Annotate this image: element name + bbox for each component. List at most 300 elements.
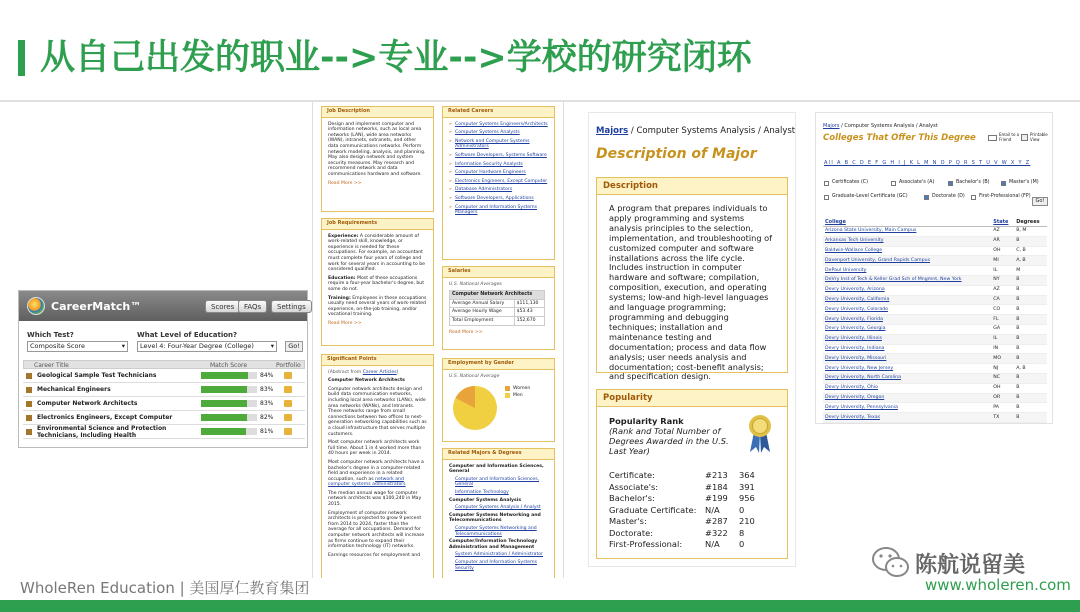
major-group-title: Computer Systems Analysis — [449, 497, 522, 503]
college-row — [823, 285, 1047, 295]
career-title[interactable]: Mechanical Engineers — [37, 386, 111, 394]
degree-popularity-table — [609, 470, 755, 551]
significant-points-box — [321, 354, 434, 578]
college-degrees: A, B — [1014, 364, 1047, 374]
settings-button[interactable]: Settings — [271, 300, 312, 313]
checkbox-box[interactable] — [824, 181, 829, 186]
career-row[interactable] — [23, 411, 305, 425]
related-careers-list — [443, 118, 554, 223]
college-name[interactable]: Devry University, Florida — [823, 315, 991, 325]
college-row — [823, 364, 1047, 374]
breadcrumb-rest: / Computer Systems Analysis / Analyst — [841, 123, 938, 129]
experience-label: Experience: — [328, 233, 359, 239]
gender-subtitle: U.S. National Average — [449, 373, 500, 379]
career-match-brand: CareerMatch™ — [51, 300, 142, 313]
job-description-box — [321, 106, 434, 212]
degree-filter-checkbox[interactable] — [891, 180, 934, 186]
degree-total: 210 — [739, 516, 755, 526]
checkbox-box[interactable] — [924, 195, 929, 200]
college-degrees: B — [1014, 285, 1047, 295]
college-name[interactable]: Devry University, Missouri — [823, 354, 991, 364]
college-state: IN — [991, 344, 1014, 354]
college-name[interactable]: Devry University, Illinois — [823, 334, 991, 344]
email-label: Email to a Friend — [999, 132, 1020, 142]
college-name[interactable]: Davenport University, Grand Rapids Campus — [823, 256, 991, 266]
salary-value: $53.43 — [514, 308, 544, 317]
legend-women: Women — [513, 385, 531, 391]
education-label: Education: — [328, 275, 356, 281]
match-score-value: 83% — [260, 400, 274, 407]
college-name[interactable]: Devry University, California — [823, 295, 991, 305]
career-folder-icon — [26, 429, 32, 435]
college-state: CA — [991, 295, 1014, 305]
col-college[interactable]: College — [823, 218, 991, 227]
scores-button[interactable]: Scores — [205, 300, 240, 313]
page-title: Description of Major — [596, 146, 757, 162]
education-level-label: What Level of Education? — [137, 331, 238, 339]
network-admins-link[interactable]: network and computer systems administrators — [328, 476, 406, 488]
college-row — [823, 373, 1047, 383]
college-degrees: B — [1014, 354, 1047, 364]
degree-filter-checkbox[interactable] — [824, 180, 868, 186]
related-careers-box — [442, 106, 555, 260]
college-degrees: B, M — [1014, 227, 1047, 237]
college-degrees: B — [1014, 344, 1047, 354]
sig-point-1: Computer network architects design and build data communication networks, including local area networks (LANs), wide area networks (WANs), and Intranets. These networks range from small connections between two offices to next-generation networking capabilities such as a cloud infrastructure that serves multiple customers. — [328, 386, 427, 437]
college-degrees: B — [1014, 324, 1047, 334]
college-row — [823, 227, 1047, 237]
salary-label: Average Hourly Wage — [450, 308, 515, 317]
college-degrees: B — [1014, 305, 1047, 315]
major-group-title: Computer and Information Sciences, General — [449, 463, 544, 475]
go-button[interactable]: Go! — [285, 341, 303, 352]
degree-total: 391 — [739, 481, 755, 492]
description-heading: Description — [597, 178, 787, 195]
salary-row — [450, 316, 545, 325]
job-description-text: Design and implement computer and information networks, such as local area networks (LAN), wide area networks (WAN), intranets, extranets, and other data communications networks. Perform network modeling, analysis, and planning. May also design network and system security measures. May research and recommend network and data communications hardware and software. — [328, 121, 426, 177]
college-name[interactable]: Arkansas Tech University — [823, 236, 991, 246]
college-state: PA — [991, 403, 1014, 413]
college-row — [823, 315, 1047, 325]
college-degrees: M — [1014, 266, 1047, 276]
related-majors-box — [442, 448, 555, 578]
read-more-link[interactable]: Read More >> — [328, 320, 362, 326]
college-row — [823, 324, 1047, 334]
college-state: OH — [991, 246, 1014, 256]
chevron-down-icon: ▾ — [270, 342, 274, 350]
men-swatch — [505, 393, 510, 398]
checkbox-box[interactable] — [948, 181, 953, 186]
checkbox-box[interactable] — [1001, 181, 1006, 186]
college-name[interactable]: Devry University, Oregon — [823, 393, 991, 403]
degree-row — [609, 539, 755, 551]
breadcrumb-rest: / Computer Systems Analysis / Analyst — [630, 126, 796, 136]
significant-points-subtitle: Computer Network Architects — [328, 378, 405, 384]
degree-filter-checkbox[interactable] — [1001, 180, 1039, 186]
college-name[interactable]: Devry University, Pennsylvania — [823, 403, 991, 413]
gender-heading: Employment by Gender — [443, 359, 554, 370]
degree-label: Doctorate: — [609, 527, 654, 538]
college-name[interactable]: Devry University, Texas — [823, 413, 991, 423]
degree-label: Master's: — [609, 516, 647, 526]
salaries-heading: Salaries — [443, 267, 554, 278]
related-career-link[interactable]: » Network and Computer Systems Administrators — [449, 139, 548, 150]
degree-row — [609, 470, 755, 482]
college-state: CO — [991, 305, 1014, 315]
degree-row — [609, 482, 755, 494]
career-row[interactable] — [23, 383, 305, 397]
career-detail-page — [312, 102, 564, 578]
career-row[interactable] — [23, 397, 305, 411]
page-title: Colleges That Offer This Degree — [823, 133, 976, 143]
college-row — [823, 275, 1047, 285]
college-degrees: B — [1014, 295, 1047, 305]
training-label: Training: — [328, 295, 351, 301]
career-folder-icon — [26, 401, 32, 407]
footer-brand: WholeRen Education | 美国厚仁教育集团 — [20, 579, 310, 597]
degree-filter-checkbox[interactable] — [824, 194, 908, 200]
college-row — [823, 403, 1047, 413]
degree-filter-checkbox[interactable] — [971, 194, 1031, 200]
salary-label: Total Employment — [450, 316, 515, 325]
college-name[interactable]: Devry University, New Jersey — [823, 364, 991, 374]
college-state: IL — [991, 266, 1014, 276]
college-name[interactable]: Baldwin-Wallace College — [823, 246, 991, 256]
college-name[interactable]: Devry University, North Carolina — [823, 373, 991, 383]
degree-filter-label: Associate's (A) — [899, 180, 935, 185]
which-test-label: Which Test? — [27, 331, 74, 339]
college-state: NC — [991, 373, 1014, 383]
degree-rank: #199 — [705, 493, 728, 503]
related-major-link[interactable]: Computer Systems Networking and Telecommunications — [455, 525, 537, 537]
col-career-title: Career Title — [34, 362, 69, 369]
test-select-value: Composite Score — [30, 342, 85, 350]
title-accent-bar — [18, 40, 25, 76]
match-score-fill — [201, 372, 248, 379]
degree-rank: N/A — [705, 504, 720, 515]
career-title[interactable]: Computer Network Architects — [37, 400, 138, 408]
related-major-link[interactable]: System Administration / Administrator — [455, 552, 543, 558]
college-row — [823, 393, 1047, 403]
degree-filter-label: Graduate-Level Certificate (GC) — [832, 194, 908, 199]
college-row — [823, 246, 1047, 256]
related-major-link[interactable]: Computer and Information Systems Security — [455, 559, 537, 571]
checkbox-box[interactable] — [891, 181, 896, 186]
college-state: OH — [991, 383, 1014, 393]
college-degrees: B — [1014, 236, 1047, 246]
career-title[interactable]: Electronics Engineers, Except Computer — [37, 414, 173, 422]
career-row[interactable] — [23, 369, 305, 383]
careermatch-logo-icon — [27, 297, 45, 315]
major-group-title: Computer/Information Technology Administration and Management — [449, 539, 538, 550]
degree-filter-checkbox[interactable] — [924, 194, 965, 200]
college-degrees: B — [1014, 373, 1047, 383]
match-score-fill — [201, 386, 247, 393]
degree-label: First-Professional: — [609, 539, 683, 549]
college-row — [823, 305, 1047, 315]
training-text: Employees in these occupations usually need several years of work-related experience, on-the-job training, and/or vocational training. — [328, 295, 427, 318]
degree-filter-label: Bachelor's (B) — [956, 180, 990, 185]
college-name[interactable]: Arizona State University, Main Campus — [823, 227, 991, 237]
colleges-table — [823, 218, 1047, 423]
related-major-link[interactable]: Computer and Information Sciences, General — [455, 476, 540, 488]
job-requirements-heading: Job Requirements — [322, 219, 433, 230]
degree-total: 0 — [739, 539, 745, 549]
salary-row — [450, 308, 545, 317]
col-degrees: Degrees — [1014, 218, 1047, 227]
degree-rank: #184 — [705, 481, 728, 492]
college-row — [823, 354, 1047, 364]
degree-row — [609, 505, 755, 517]
description-box — [596, 177, 788, 382]
college-row — [823, 236, 1047, 246]
source-suffix: ) — [396, 369, 399, 375]
add-to-portfolio-icon[interactable] — [284, 428, 292, 435]
gender-box — [442, 358, 555, 442]
career-results-table — [23, 360, 305, 439]
match-score-value: 84% — [260, 372, 274, 379]
rank-title: Popularity Rank — [609, 416, 684, 426]
print-label: Printable View — [1030, 132, 1048, 142]
match-score-value: 82% — [260, 414, 274, 421]
college-degrees: A, B — [1014, 256, 1047, 266]
match-score-bar — [201, 386, 257, 393]
degree-rank: #213 — [705, 470, 728, 480]
related-career-link[interactable]: » Computer Systems Analysts — [449, 130, 548, 136]
breadcrumb — [596, 126, 795, 136]
job-description-heading: Job Description — [322, 107, 433, 118]
college-state: GA — [991, 324, 1014, 334]
degree-row — [609, 493, 755, 505]
college-state: IL — [991, 334, 1014, 344]
degree-total: 8 — [739, 527, 745, 538]
printable-view-link[interactable] — [1021, 133, 1050, 142]
related-career-link[interactable]: » Computer Systems Engineers/Architects — [449, 122, 548, 128]
sig-point-6: Earnings resources for employment and — [328, 552, 421, 558]
sig-point-5: Employment of computer network architects is projected to grow 9 percent from 2014 to 2024, faster than the average for all occupations. Demand for computer network architects will increase as firms continue to expand their information technology (IT) networks. — [328, 510, 425, 550]
salaries-box — [442, 266, 555, 350]
footer-accent-bar — [0, 600, 1080, 612]
job-requirements-box — [321, 218, 434, 346]
match-score-bar — [201, 372, 257, 379]
college-degrees: C, B — [1014, 246, 1047, 256]
add-to-portfolio-icon[interactable] — [284, 372, 292, 379]
add-to-portfolio-icon[interactable] — [284, 400, 292, 407]
college-state: NJ — [991, 364, 1014, 374]
wechat-icon — [870, 545, 912, 581]
college-state: MI — [991, 256, 1014, 266]
college-row — [823, 256, 1047, 266]
popularity-rank — [609, 416, 734, 456]
watermark-url: www.wholeren.com — [925, 576, 1071, 594]
women-swatch — [505, 386, 510, 391]
popularity-heading: Popularity — [597, 390, 787, 407]
related-career-link[interactable]: » Database Administrators — [449, 187, 548, 193]
career-folder-icon — [26, 373, 32, 379]
college-name[interactable]: Devry University, Ohio — [823, 383, 991, 393]
college-degrees: B — [1014, 315, 1047, 325]
legend-men: Men — [513, 393, 523, 399]
degree-row — [609, 516, 755, 528]
salary-value: $111,130 — [514, 299, 544, 308]
college-row — [823, 295, 1047, 305]
degree-filter-label: Master's (M) — [1009, 180, 1039, 185]
match-score-bar — [201, 428, 257, 435]
chevron-down-icon: ▾ — [121, 342, 125, 350]
college-degrees: B — [1014, 393, 1047, 403]
col-portfolio: Portfolio — [276, 362, 301, 369]
college-degrees: B — [1014, 275, 1047, 285]
career-folder-icon — [26, 415, 32, 421]
degree-label: Graduate Certificate: — [609, 504, 697, 515]
match-score-fill — [201, 400, 247, 407]
college-state: MO — [991, 354, 1014, 364]
faqs-button[interactable]: FAQs — [238, 300, 267, 313]
career-articles-link[interactable]: Career Articles — [362, 369, 397, 375]
degree-filter-checkbox[interactable] — [948, 180, 989, 186]
college-state: AZ — [991, 227, 1014, 237]
related-career-link[interactable]: » Software Developers, Systems Software — [449, 153, 548, 159]
degree-rank: #287 — [705, 516, 728, 526]
breadcrumb-majors-link[interactable]: Majors — [596, 126, 629, 136]
related-career-link[interactable]: » Computer Hardware Engineers — [449, 170, 548, 176]
salary-row — [450, 299, 545, 308]
breadcrumb — [823, 123, 938, 129]
sig-point-2: Most computer network architects work full time. About 1 in 4 worked more than 40 hours per week in 2014. — [328, 440, 422, 457]
match-score-value: 83% — [260, 386, 274, 393]
degree-filter-label: Doctorate (D) — [932, 194, 965, 199]
college-row — [823, 344, 1047, 354]
col-match-score: Match Score — [210, 362, 248, 369]
career-title[interactable]: Geological Sample Test Technicians — [37, 372, 157, 380]
education-text: Most of these occupations require a four-year bachelor's degree, but some do not. — [328, 275, 425, 292]
match-score-bar — [201, 414, 257, 421]
career-row[interactable] — [23, 425, 305, 439]
test-select[interactable] — [27, 341, 128, 352]
go-button[interactable]: Go! — [1032, 197, 1048, 206]
breadcrumb-majors-link[interactable]: Majors — [823, 123, 840, 129]
college-state: OR — [991, 393, 1014, 403]
experience-text: A considerable amount of work-related skill, knowledge, or experience is needed for these occupations. For example, an accountant must complete four years of college and work for several years in accounting to be considered qualified. — [328, 233, 425, 273]
college-state: FL — [991, 315, 1014, 325]
salaries-subtitle: U.S. National Averages — [449, 281, 502, 287]
degree-filter-label: First-Professional (FP) — [979, 194, 1031, 199]
popularity-box — [596, 389, 788, 559]
watermark-name: 陈航说留美 — [915, 553, 1026, 578]
college-name[interactable]: Devry University, Georgia — [823, 324, 991, 334]
related-career-link[interactable]: » Information Security Analysts — [449, 162, 548, 168]
email-friend-link[interactable] — [988, 133, 1021, 142]
college-degrees: B — [1014, 383, 1047, 393]
related-majors-heading: Related Majors & Degrees — [443, 449, 554, 460]
career-match-panel — [18, 290, 308, 448]
college-degrees: B — [1014, 413, 1047, 423]
match-score-bar — [201, 400, 257, 407]
college-state: AZ — [991, 285, 1014, 295]
college-name[interactable]: Devry University, Colorado — [823, 305, 991, 315]
career-folder-icon — [26, 387, 32, 393]
table-header — [23, 360, 305, 369]
college-name[interactable]: Devry University, Arizona — [823, 285, 991, 295]
related-careers-heading: Related Careers — [443, 107, 554, 118]
major-group-title: Computer Systems Networking and Telecommunications — [449, 512, 541, 524]
salary-table — [449, 290, 545, 325]
source-prefix: (Abstract from — [328, 369, 362, 375]
degree-label: Certificate: — [609, 470, 655, 480]
salary-value: 152,670 — [514, 316, 544, 325]
alphabet-filter[interactable]: All A B C D E F G H I J K L M N O P Q R S T U V W X Y Z — [824, 160, 1031, 166]
related-major-link[interactable]: Computer Systems Analysis / Analyst — [455, 505, 541, 511]
career-title[interactable]: Environmental Science and Protection Technicians, Including Health — [37, 425, 167, 439]
read-more-link[interactable]: Read More >> — [449, 329, 483, 335]
sig-point-3: Most computer network architects have a bachelor's degree in a computer-related field and experience in a related occupation, such as — [328, 459, 424, 482]
career-rows — [23, 369, 305, 439]
salary-label: Average Annual Salary — [450, 299, 515, 308]
printer-icon — [1021, 134, 1028, 141]
degree-total: 0 — [739, 504, 745, 515]
related-career-link[interactable]: » Electronics Engineers, Except Computer — [449, 179, 548, 185]
related-career-link[interactable]: » Computer and Information Systems Managers — [449, 205, 548, 216]
add-to-portfolio-icon[interactable] — [284, 414, 292, 421]
degree-label: Bachelor's: — [609, 493, 655, 503]
rank-subtitle: (Rank and Total Number of Degrees Awarded in the U.S. Last Year) — [609, 426, 729, 456]
related-majors-list — [443, 460, 554, 578]
match-score-fill — [201, 428, 246, 435]
checkbox-box[interactable] — [824, 195, 829, 200]
degree-rank: #322 — [705, 527, 728, 538]
major-description-page — [588, 112, 796, 567]
degree-label: Associate's: — [609, 481, 659, 492]
degree-total: 956 — [739, 493, 755, 503]
related-career-link[interactable]: » Software Developers, Applications — [449, 196, 548, 202]
match-score-value: 81% — [260, 428, 274, 435]
envelope-icon — [988, 135, 997, 141]
degree-row — [609, 528, 755, 540]
education-select[interactable] — [137, 341, 277, 352]
sig-point-4: The median annual wage for computer network architects was $100,240 in May 2015. — [328, 490, 422, 508]
college-degrees: B — [1014, 403, 1047, 413]
education-select-value: Level 4: Four-Year Degree (College) — [140, 342, 254, 350]
college-degrees: B — [1014, 334, 1047, 344]
match-score-fill — [201, 414, 247, 421]
significant-points-heading: Significant Points — [322, 355, 433, 366]
checkbox-box[interactable] — [971, 195, 976, 200]
gender-legend — [505, 386, 530, 399]
degree-filter-label: Certificates (C) — [832, 180, 869, 185]
college-name[interactable]: DeVry Inst of Tech & Keller Grad Sch of Mngmnt, New York — [823, 275, 991, 285]
college-name[interactable]: DePaul University — [823, 266, 991, 276]
award-ribbon-icon — [747, 414, 773, 454]
add-to-portfolio-icon[interactable] — [284, 386, 292, 393]
salary-table-title: Computer Network Architects — [450, 291, 545, 300]
degree-rank: N/A — [705, 539, 720, 549]
college-row — [823, 266, 1047, 276]
college-state: TX — [991, 413, 1014, 423]
slide-title: 从自己出发的职业-->专业-->学校的研究闭环 — [40, 38, 752, 78]
college-row — [823, 413, 1047, 423]
college-state: NY — [991, 275, 1014, 285]
college-row — [823, 383, 1047, 393]
gender-pie-chart — [451, 384, 499, 432]
college-name[interactable]: Devry University, Indiana — [823, 344, 991, 354]
college-state: AR — [991, 236, 1014, 246]
career-match-header — [19, 291, 307, 321]
read-more-link[interactable]: Read More >> — [328, 180, 362, 186]
college-row — [823, 334, 1047, 344]
related-major-link[interactable]: Information Technology — [455, 489, 509, 495]
col-state[interactable]: State — [991, 218, 1014, 227]
colleges-page — [815, 112, 1053, 424]
